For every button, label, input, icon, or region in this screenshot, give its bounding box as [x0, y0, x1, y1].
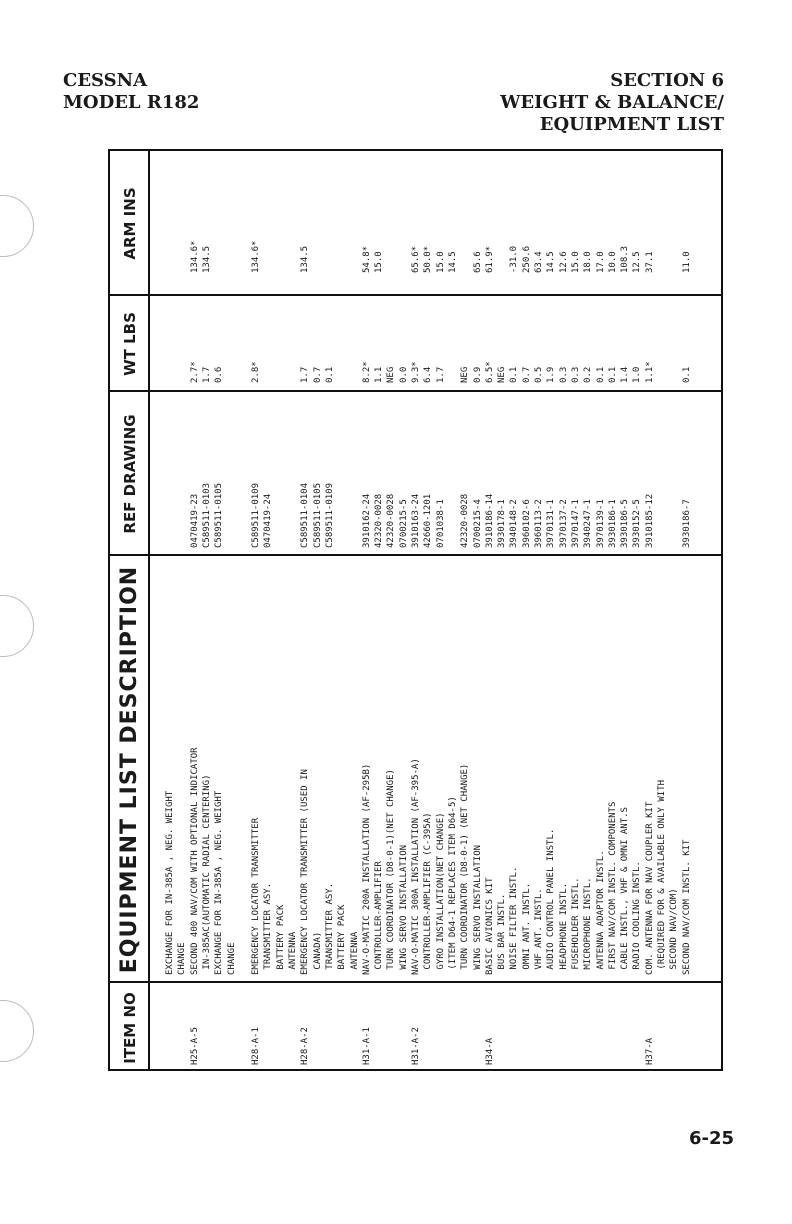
table-row [658, 151, 667, 1071]
weight-lbs: 0.7 [312, 366, 323, 383]
item-description: TRANSMITTER ASY. [324, 882, 335, 975]
table-row [461, 151, 470, 1071]
weight-lbs: 0.9 [472, 366, 483, 383]
item-description: NAV-O-MATIC 300A INSTALLATION (AF-395-A) [411, 758, 421, 975]
arm-ins: 134.6* [251, 240, 262, 273]
item-description: TURN COORDINATOR (D8-0-1) (NET CHANGE) [460, 763, 471, 975]
item-description: GYRO INSTALLATION(NET CHANGE) [435, 812, 446, 975]
ref-drawing: 0700215-4 [472, 499, 483, 548]
weight-lbs: 0.5 [534, 366, 544, 383]
table-row [486, 151, 495, 1071]
arm-ins: 15.0 [570, 251, 581, 273]
item-description: MICROPHONE INSTL. [583, 877, 594, 975]
arm-ins: 37.1 [644, 251, 655, 273]
arm-ins: 63.4 [534, 251, 544, 273]
punch-hole [0, 195, 34, 257]
item-description: VHF ANT. INSTL. [534, 888, 544, 975]
arm-ins: 11.0 [681, 251, 692, 273]
table-row [363, 151, 372, 1071]
column-header-weight: WT LBS [110, 296, 150, 392]
item-description: CHANGE [226, 942, 237, 975]
table-row [510, 151, 519, 1071]
item-description: AUDIO CONTROL PANEL INSTL. [546, 828, 557, 975]
table-row [240, 151, 249, 1071]
ref-drawing: 3970137-2 [558, 499, 569, 548]
table-row [683, 151, 692, 1071]
arm-ins: 134.6* [189, 240, 200, 273]
table-row [670, 151, 679, 1071]
ref-drawing: 3930186-5 [620, 499, 631, 548]
ref-drawing: C589511-0104 [300, 482, 311, 548]
ref-drawing: 0701038-1 [435, 499, 446, 548]
item-number: H34-A [484, 1037, 495, 1065]
table-row [547, 151, 556, 1071]
weight-lbs: 0.1 [595, 366, 606, 383]
weight-lbs: 2.7* [189, 361, 200, 383]
weight-lbs: 1.1* [644, 361, 655, 383]
item-description: ANTENNA [288, 931, 298, 975]
item-number: H37-A [644, 1037, 655, 1065]
table-row [215, 151, 224, 1071]
table-row [584, 151, 593, 1071]
section-number: SECTION 6 [610, 70, 724, 91]
punch-hole [0, 595, 34, 657]
weight-lbs: NEG [497, 366, 508, 383]
weight-lbs: 6.4 [423, 366, 434, 383]
weight-lbs: 2.8* [251, 361, 262, 383]
item-number: H31-A-1 [361, 1027, 372, 1065]
item-description: ANTENNA [349, 931, 360, 975]
ref-drawing: 3910163-24 [411, 493, 421, 548]
arm-ins: 54.8* [361, 245, 372, 273]
item-description: RADIO COOLING INSTL. [632, 861, 643, 975]
weight-lbs: 8.2* [361, 361, 372, 383]
column-header-arm: ARM INS [110, 151, 150, 296]
weight-lbs: 1.7 [435, 366, 446, 383]
weight-lbs: 1.1 [374, 366, 385, 383]
arm-ins: 17.0 [595, 251, 606, 273]
item-description: BATTERY PACK [275, 904, 286, 975]
table-row [572, 151, 581, 1071]
punch-hole [0, 1000, 34, 1062]
item-description: TURN COORDINATOR (D8-0-1)(NET CHANGE) [386, 769, 397, 975]
table-row [560, 151, 569, 1071]
ref-drawing: 3970131-1 [546, 499, 557, 548]
arm-ins: 14.5 [546, 251, 557, 273]
ref-drawing: 3930186-7 [681, 499, 692, 548]
ref-drawing: 3910185-12 [644, 493, 655, 548]
weight-lbs: 0.7 [521, 366, 532, 383]
table-row [621, 151, 630, 1071]
table-row [597, 151, 606, 1071]
manual-header-left [63, 70, 199, 114]
ref-drawing: 3930152-5 [632, 499, 643, 548]
ref-drawing: 42320-0028 [460, 493, 471, 548]
item-description: COM. ANTENNA FOR NAV COUPLER KIT [644, 801, 655, 975]
page-number: 6-25 [688, 1128, 734, 1149]
table-row [474, 151, 483, 1071]
arm-ins: 61.9* [484, 245, 495, 273]
table-row [387, 151, 396, 1071]
table-row [424, 151, 433, 1071]
ref-drawing: C589511-0109 [251, 482, 262, 548]
arm-ins: 108.3 [620, 245, 631, 273]
table-row [351, 151, 360, 1071]
item-description: (ITEM D64-1 REPLACES ITEM D64-5) [447, 796, 458, 975]
section-title-line2: EQUIPMENT LIST [539, 114, 724, 135]
table-row [400, 151, 409, 1071]
table-row [338, 151, 347, 1071]
item-description: EMERGENCY LOCATOR TRANSMITTER [251, 817, 262, 975]
manufacturer-name: CESSNA [63, 70, 148, 91]
item-number: H31-A-2 [411, 1027, 421, 1065]
section-title-line1: WEIGHT & BALANCE/ [500, 92, 724, 113]
item-description: ANTENNA ADAPTOR INSTL. [595, 850, 606, 975]
ref-drawing: C589511-0103 [201, 482, 212, 548]
ref-drawing: 3910186-14 [484, 493, 495, 548]
ref-drawing: 3930178-1 [497, 499, 508, 548]
table-row [314, 151, 323, 1071]
item-description: CHANGE [177, 942, 188, 975]
arm-ins: 50.0* [423, 245, 434, 273]
ref-drawing: 3940247-1 [583, 499, 594, 548]
table-row [277, 151, 286, 1071]
ref-drawing: 3960113-2 [534, 499, 544, 548]
ref-drawing: 3940148-2 [509, 499, 520, 548]
weight-lbs: 0.1 [681, 366, 692, 383]
table-row [252, 151, 261, 1071]
item-description: NOISE FILTER INSTL. [509, 866, 520, 975]
weight-lbs: 0.1 [324, 366, 335, 383]
ref-drawing: 42320-0028 [386, 493, 397, 548]
item-description: SECOND NAV/COM INSTL. KIT [681, 839, 692, 975]
weight-lbs: 0.2 [583, 366, 594, 383]
item-description: (REQUIRED FOR & AVAILABLE ONLY WITH [657, 779, 667, 975]
ref-drawing: 0700215-5 [398, 499, 409, 548]
table-row [166, 151, 175, 1071]
ref-drawing: 3970139-1 [595, 499, 606, 548]
item-description: WING SERVO INSTALLATION [398, 844, 409, 975]
ref-drawing: C589511-0109 [324, 482, 335, 548]
arm-ins: 65.6 [472, 251, 483, 273]
item-description: EMERGENCY LOCATOR TRANSMITTER (USED IN [300, 769, 311, 975]
item-description: WING SERVO INSTALLATION [472, 844, 483, 975]
item-description: FUSEHOLDER INSTL. [570, 877, 581, 975]
arm-ins: 18.0 [583, 251, 594, 273]
item-description: CONTROLLER-AMPLIFIER (C-395A) [423, 812, 434, 975]
arm-ins: 14.5 [447, 251, 458, 273]
column-header-item-no: ITEM NO [110, 983, 150, 1071]
item-description: BUS BAR INSTL. [497, 893, 508, 975]
arm-ins: 134.5 [300, 245, 311, 273]
weight-lbs: 0.6 [214, 366, 225, 383]
item-description: FIRST NAV/COM INSTL. COMPONENTS [607, 801, 618, 975]
arm-ins: 12.6 [558, 251, 569, 273]
arm-ins: 15.0 [374, 251, 385, 273]
table-row [203, 151, 212, 1071]
item-description: TRANSMITTER ASY. [263, 882, 274, 975]
table-row [437, 151, 446, 1071]
table-row [326, 151, 335, 1071]
item-description: EXCHANGE FOR IN-385A , NEG. WEIGHT [165, 790, 175, 975]
table-row [301, 151, 310, 1071]
table-row [523, 151, 532, 1071]
table-row [498, 151, 507, 1071]
arm-ins: 10.0 [607, 251, 618, 273]
item-description: OMNI ANT. INSTL. [521, 882, 532, 975]
ref-drawing: 0470419-24 [263, 493, 274, 548]
item-description: BATTERY PACK [337, 904, 348, 975]
column-header-description: EQUIPMENT LIST DESCRIPTION [110, 556, 150, 983]
ref-drawing: 3910162-24 [361, 493, 372, 548]
item-description: CANADA) [312, 931, 323, 975]
weight-lbs: 0.3 [570, 366, 581, 383]
arm-ins: 134.5 [201, 245, 212, 273]
ref-drawing: 42660-1201 [423, 493, 434, 548]
weight-lbs: NEG [386, 366, 397, 383]
item-description: SECOND NAV/COM) [669, 888, 680, 975]
weight-lbs: 0.1 [607, 366, 618, 383]
rotated-table-content [110, 151, 723, 1071]
weight-lbs: 1.9 [546, 366, 557, 383]
weight-lbs: NEG [460, 366, 471, 383]
item-description: BASIC AVIONICS KIT [484, 877, 495, 975]
item-description: NAV-O-MATIC 200A INSTALLATION (AF-295B) [361, 763, 372, 975]
item-description: CONTROLLER-AMPLIFIER [374, 861, 385, 975]
arm-ins: 15.0 [435, 251, 446, 273]
table-row [412, 151, 421, 1071]
weight-lbs: 1.7 [201, 366, 212, 383]
ref-drawing: 3970147-1 [570, 499, 581, 548]
table-row [646, 151, 655, 1071]
table-row [375, 151, 384, 1071]
weight-lbs: 0.3 [558, 366, 569, 383]
aircraft-model: MODEL R182 [63, 92, 200, 113]
equipment-list-table [108, 149, 723, 1071]
weight-lbs: 1.4 [620, 366, 631, 383]
arm-ins: 12.5 [632, 251, 643, 273]
table-row [228, 151, 237, 1071]
weight-lbs: 0.1 [509, 366, 520, 383]
ref-drawing: 42320-0028 [374, 493, 385, 548]
item-description: IN-385AC(AUTOMATIC RADIAL CENTERING) [201, 774, 212, 975]
weight-lbs: 0.0 [398, 366, 409, 383]
weight-lbs: 1.7 [300, 366, 311, 383]
column-header-ref-drawing: REF DRAWING [110, 392, 150, 556]
weight-lbs: 9.3* [411, 361, 421, 383]
weight-lbs: 1.0 [632, 366, 643, 383]
item-number: H28-A-1 [251, 1027, 262, 1065]
arm-ins: -31.0 [509, 245, 520, 273]
table-row [191, 151, 200, 1071]
table-row [449, 151, 458, 1071]
table-row [609, 151, 618, 1071]
item-number: H28-A-2 [300, 1027, 311, 1065]
item-number: H25-A-5 [189, 1027, 200, 1065]
ref-drawing: C589511-0105 [214, 482, 225, 548]
item-description: HEADPHONE INSTL. [558, 882, 569, 975]
ref-drawing: 0470419-23 [189, 493, 200, 548]
table-row [535, 151, 544, 1071]
ref-drawing: 3930186-1 [607, 499, 618, 548]
manual-header-right [500, 70, 724, 136]
table-row [264, 151, 273, 1071]
ref-drawing: 3960102-6 [521, 499, 532, 548]
item-description: CABLE INSTL., VHF & OMNI ANT.S [620, 807, 631, 975]
table-row [289, 151, 298, 1071]
table-row [178, 151, 187, 1071]
arm-ins: 250.6 [521, 245, 532, 273]
item-description: EXCHANGE FOR IN-385A , NEG. WEIGHT [214, 790, 225, 975]
ref-drawing: C589511-0105 [312, 482, 323, 548]
weight-lbs: 6.5* [484, 361, 495, 383]
table-row [633, 151, 642, 1071]
item-description: SECOND 400 NAV/COM WITH OPTIONAL INDICATOR [189, 747, 200, 975]
arm-ins: 65.6* [411, 245, 421, 273]
